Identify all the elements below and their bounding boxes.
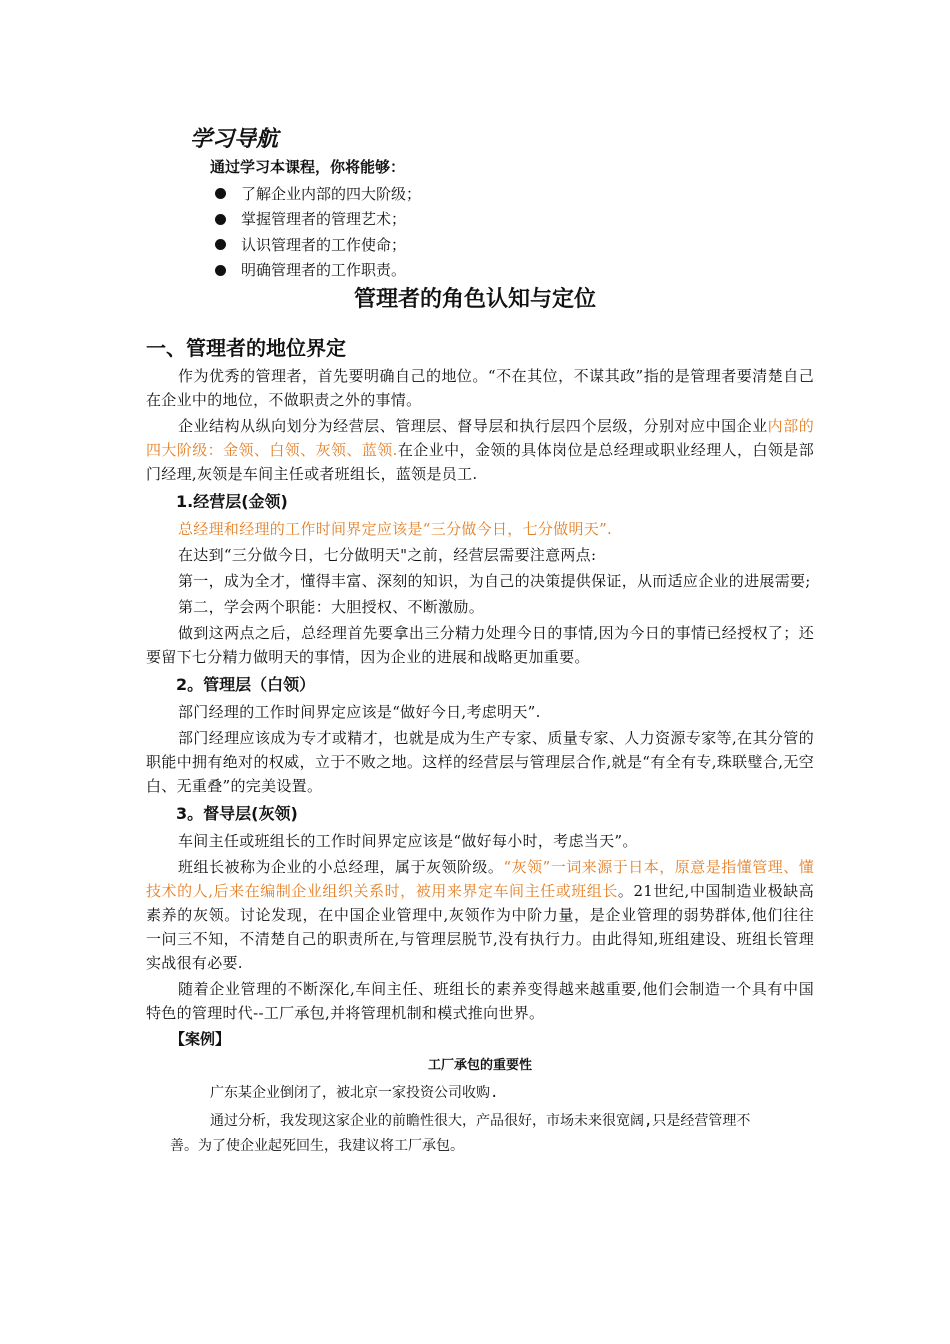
goal-text: 了解企业内部的四大阶级； <box>241 184 422 203</box>
paragraph: 第二，学会两个职能：大胆授权、不断激励。 <box>178 598 485 616</box>
list-item <box>212 181 421 207</box>
text-run: 在企业中，金领的具体岗位是总经理或职业经理人，白领是部门经理,灰领是车间主任或者班组长，蓝领是员工. <box>146 441 815 483</box>
learning-goals-list <box>212 181 421 283</box>
subheading: 1.经营层(金领) <box>176 492 288 511</box>
bullet-icon <box>215 265 226 276</box>
goal-text: 明确管理者的工作职责。 <box>241 261 407 280</box>
goal-text: 认识管理者的工作使命； <box>241 235 407 254</box>
highlight-paragraph: 总经理和经理的工作时间界定应该是“三分做今日，七分做明天”. <box>178 520 613 538</box>
section-heading: 一、管理者的地位界定 <box>146 336 346 360</box>
paragraph: 在达到“三分做今日，七分做明天"之前，经营层需要注意两点: <box>178 546 597 564</box>
bullet-icon <box>215 188 226 199</box>
paragraph: 部门经理的工作时间界定应该是“做好今日,考虑明天”. <box>178 703 541 721</box>
nav-intro: 通过学习本课程，你将能够： <box>210 158 406 176</box>
subheading: 2。管理层（白领） <box>176 675 316 694</box>
text-run: 班组长被称为企业的小总经理，属于灰领阶级。 <box>178 858 504 876</box>
page-title: 管理者的角色认知与定位 <box>353 287 596 312</box>
highlight-text: 内部的四大阶级：金领、白领、灰领、蓝领. <box>146 417 815 459</box>
goal-text: 掌握管理者的管理艺术； <box>241 210 407 229</box>
list-item <box>212 232 421 258</box>
paragraph: 部门经理应该成为专才或精才，也就是成为生产专家、质量专家、人力资源专家等,在其分管的职能中拥有绝对的权威，立于不败之地。这样的经营层与管理层合作,就是“有全有专,珠联璧合,无空白、无重叠”的完美设置。 <box>146 729 814 795</box>
paragraph <box>146 855 814 975</box>
list-item <box>212 207 421 233</box>
paragraph: 车间主任或班组长的工作时间界定应该是“做好每小时，考虑当天”。 <box>178 832 638 850</box>
subheading: 3。督导层(灰领) <box>176 804 298 823</box>
paragraph: 随着企业管理的不断深化,车间主任、班组长的素养变得越来越重要,他们会制造一个具有中国特色的管理时代--工厂承包,并将管理机制和模式推向世界。 <box>146 980 814 1022</box>
case-label: 【案例】 <box>170 1030 231 1048</box>
case-paragraph: 广东某企业倒闭了，被北京一家投资公司收购. <box>210 1085 499 1101</box>
text-run: 企业结构从纵向划分为经营层、管理层、督导层和执行层四个层级，分别对应中国企业 <box>178 417 768 435</box>
case-title: 工厂承包的重要性 <box>427 1058 532 1073</box>
bullet-icon <box>215 214 226 225</box>
document-body <box>146 364 814 1162</box>
bullet-icon <box>215 239 226 250</box>
text-run: 。21世纪,中国制造业极缺高素养的灰领。讨论发现，在中国企业管理中,灰领作为中阶力量，是企业管理的弱势群体,他们往往一问三不知，不清楚自己的职责所在,与管理层脱节,没有执行力。由此得知,班组建设、班组长管理实战很有必要. <box>146 882 814 972</box>
paragraph <box>146 414 814 486</box>
paragraph: 第一，成为全才，懂得丰富、深刻的知识，为自己的决策提供保证，从而适应企业的进展需要; <box>178 572 811 590</box>
paragraph: 作为优秀的管理者，首先要明确自己的地位。“不在其位，不谋其政”指的是管理者要清楚自己在企业中的地位，不做职责之外的事情。 <box>146 367 814 409</box>
highlight-text: “灰领”一词来源于日本，原意是指懂管理、懂技术的人,后来在编制企业组织关系时，被用来界定车间主任或班组长 <box>146 858 815 900</box>
list-item <box>212 258 421 284</box>
paragraph: 做到这两点之后，总经理首先要拿出三分精力处理今日的事情,因为今日的事情已经授权了；还要留下七分精力做明天的事情，因为企业的进展和战略更加重要。 <box>146 624 814 666</box>
case-paragraph: 通过分析，我发现这家企业的前瞻性很大，产品很好，市场未来很宽阔,只是经营管理不善。为了使企业起死回生，我建议将工厂承包。 <box>170 1113 751 1154</box>
nav-heading: 学习导航 <box>190 126 279 152</box>
